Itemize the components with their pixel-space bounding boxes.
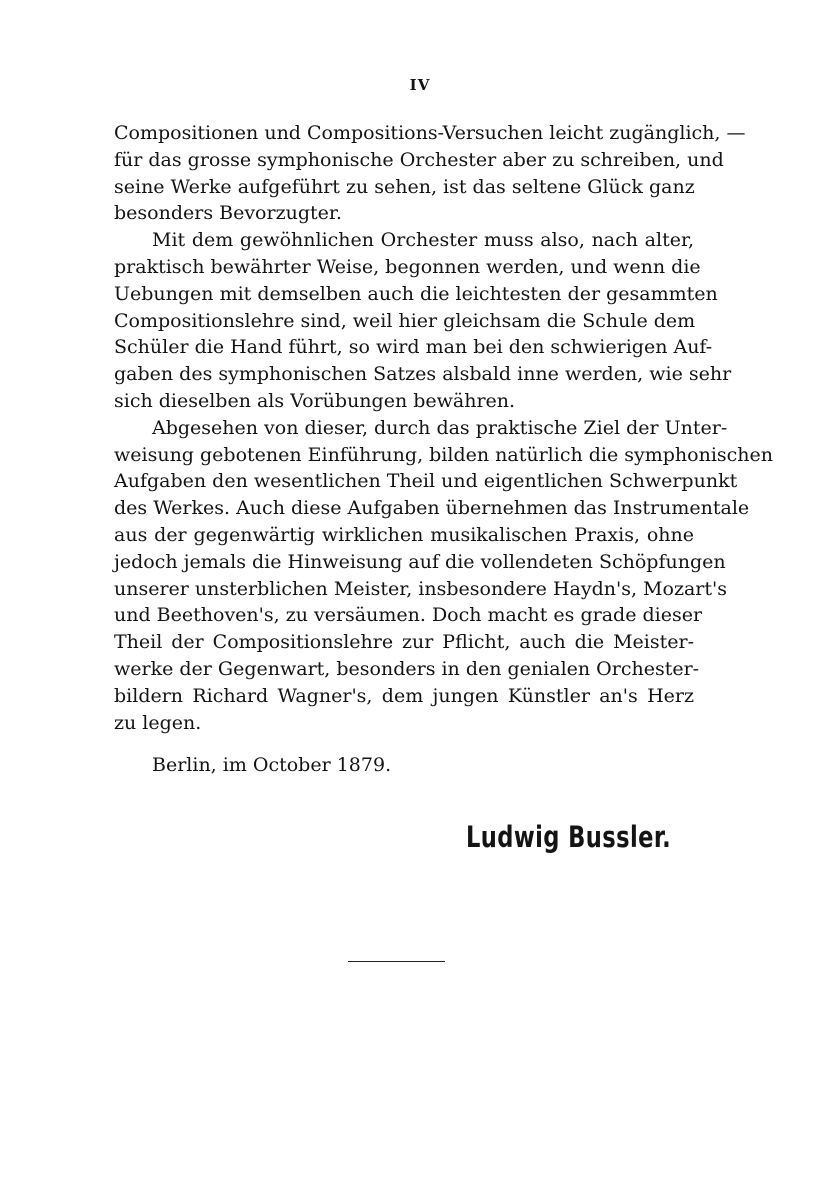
page-number: IV [409, 76, 431, 94]
text-line: für das grosse symphonische Orchester aber zu schreiben, und [114, 148, 724, 171]
text-line: Compositionen und Compositions-Versuchen leicht zugänglich, — [114, 122, 746, 144]
text-line: zu legen. [114, 711, 202, 734]
text-line: und Beethoven's, zu versäumen. Doch macht es grade dieser [114, 604, 703, 627]
text-line: des Werkes. Auch diese Aufgaben übernehmen das Instrumentale [114, 497, 750, 520]
text-line: praktisch bewährter Weise, begonnen werden, und wenn die [114, 255, 701, 278]
text-line: Abgesehen von dieser, durch das praktische Ziel der Unter- [152, 416, 728, 439]
text-line: seine Werke aufgeführt zu sehen, ist das seltene Glück ganz [114, 175, 695, 198]
end-divider [348, 961, 445, 962]
text-line: gaben des symphonischen Satzes alsbald inne werden, wie sehr [114, 363, 732, 386]
paragraph-2 [114, 227, 732, 415]
text-line: werke der Gegenwart, besonders in den genialen Orchester- [114, 657, 700, 680]
text-line: Aufgaben den wesentlichen Theil und eigentlichen Schwerpunkt [114, 470, 738, 493]
text-line: Uebungen mit demselben auch die leichtesten der gesammten [114, 282, 718, 305]
author-signature: Ludwig Bussler. [466, 820, 672, 854]
preface-body [114, 120, 774, 736]
text-line: besonders Bevorzugter. [114, 202, 342, 225]
text-line: bildern Richard Wagner's, dem jungen Künstler an's Herz [114, 684, 694, 707]
text-line: Schüler die Hand führt, so wird man bei den schwierigen Auf- [114, 336, 713, 359]
text-line: Compositionslehre sind, weil hier gleichsam die Schule dem [114, 309, 696, 332]
paragraph-1 [114, 120, 746, 227]
text-line: unserer unsterblichen Meister, insbesondere Haydn's, Mozart's [114, 577, 727, 600]
text-line: jedoch jemals die Hinweisung auf die vollendeten Schöpfungen [114, 550, 726, 573]
text-line: Mit dem gewöhnlichen Orchester muss also, nach alter, [152, 229, 694, 252]
paragraph-3 [114, 415, 774, 737]
text-line: aus der gegenwärtig wirklichen musikalischen Praxis, ohne [114, 523, 694, 546]
text-line: Theil der Compositionslehre zur Pflicht, auch die Meister- [114, 631, 694, 654]
text-line: sich dieselben als Vorübungen bewähren. [114, 389, 516, 412]
dateline: Berlin, im October 1879. [152, 754, 392, 776]
text-line: weisung gebotenen Einführung, bilden natürlich die symphonischen [114, 443, 774, 466]
